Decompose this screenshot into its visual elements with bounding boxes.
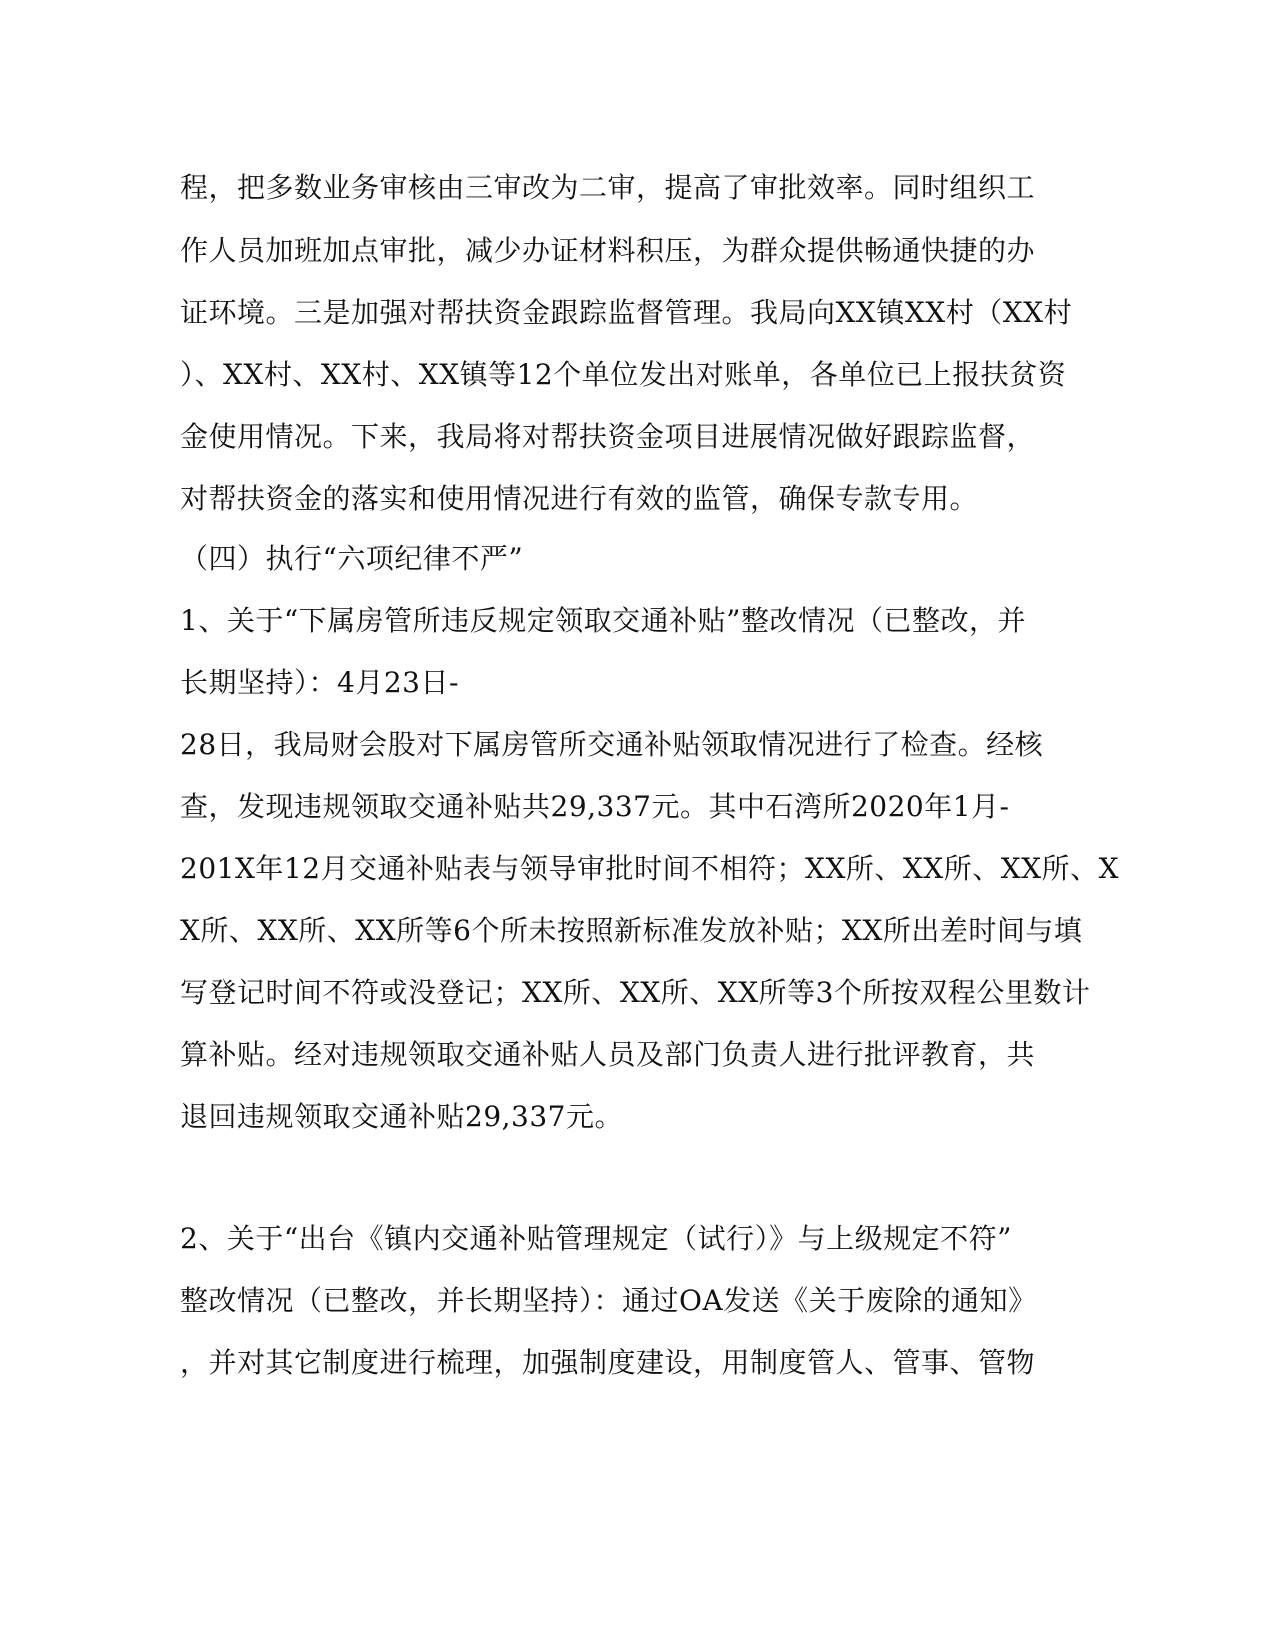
section-heading: （四）执行“六项纪律不严” xyxy=(180,542,524,575)
text-line: X所、XX所、XX所等6个所未按照新标准发放补贴；XX所出差时间与填 xyxy=(180,914,1083,947)
text-line: 证环境。三是加强对帮扶资金跟踪监督管理。我局向XX镇XX村（XX村 xyxy=(180,296,1073,329)
text-line: 对帮扶资金的落实和使用情况进行有效的监管，确保专款专用。 xyxy=(180,482,979,515)
text-line: 整改情况（已整改，并长期坚持）：通过OA发送《关于废除的通知》 xyxy=(180,1284,1037,1317)
text-line: 28日，我局财会股对下属房管所交通补贴领取情况进行了检查。经核 xyxy=(180,728,1044,761)
text-line: 程，把多数业务审核由三审改为二审，提高了审批效率。同时组织工 xyxy=(180,171,1036,204)
text-line: 作人员加班加点审批，减少办证材料积压，为群众提供畅通快捷的办 xyxy=(180,234,1036,267)
text-line: ，并对其它制度进行梳理，加强制度建设，用制度管人、管事、管物 xyxy=(180,1346,1036,1379)
text-line: ）、XX村、XX村、XX镇等12个单位发出对账单，各单位已上报扶贫资 xyxy=(180,358,1067,391)
text-line: 1、关于“下属房管所违反规定领取交通补贴”整改情况（已整改，并 xyxy=(180,604,1026,637)
text-line: 2、关于“出台《镇内交通补贴管理规定（试行）》与上级规定不符” xyxy=(180,1222,1012,1255)
text-line: 写登记时间不符或没登记；XX所、XX所、XX所等3个所按双程公里数计 xyxy=(180,976,1091,1009)
text-line: 退回违规领取交通补贴29,337元。 xyxy=(180,1100,623,1133)
text-line: 金使用情况。下来，我局将对帮扶资金项目进展情况做好跟踪监督， xyxy=(180,420,1036,453)
text-line: 查，发现违规领取交通补贴共29,337元。其中石湾所2020年1月- xyxy=(180,790,1010,823)
text-line: 算补贴。经对违规领取交通补贴人员及部门负责人进行批评教育，共 xyxy=(180,1038,1036,1071)
text-line: 长期坚持）：4月23日- xyxy=(180,666,459,699)
text-line: 201X年12月交通补贴表与领导审批时间不相符；XX所、XX所、XX所、X xyxy=(180,852,1120,885)
